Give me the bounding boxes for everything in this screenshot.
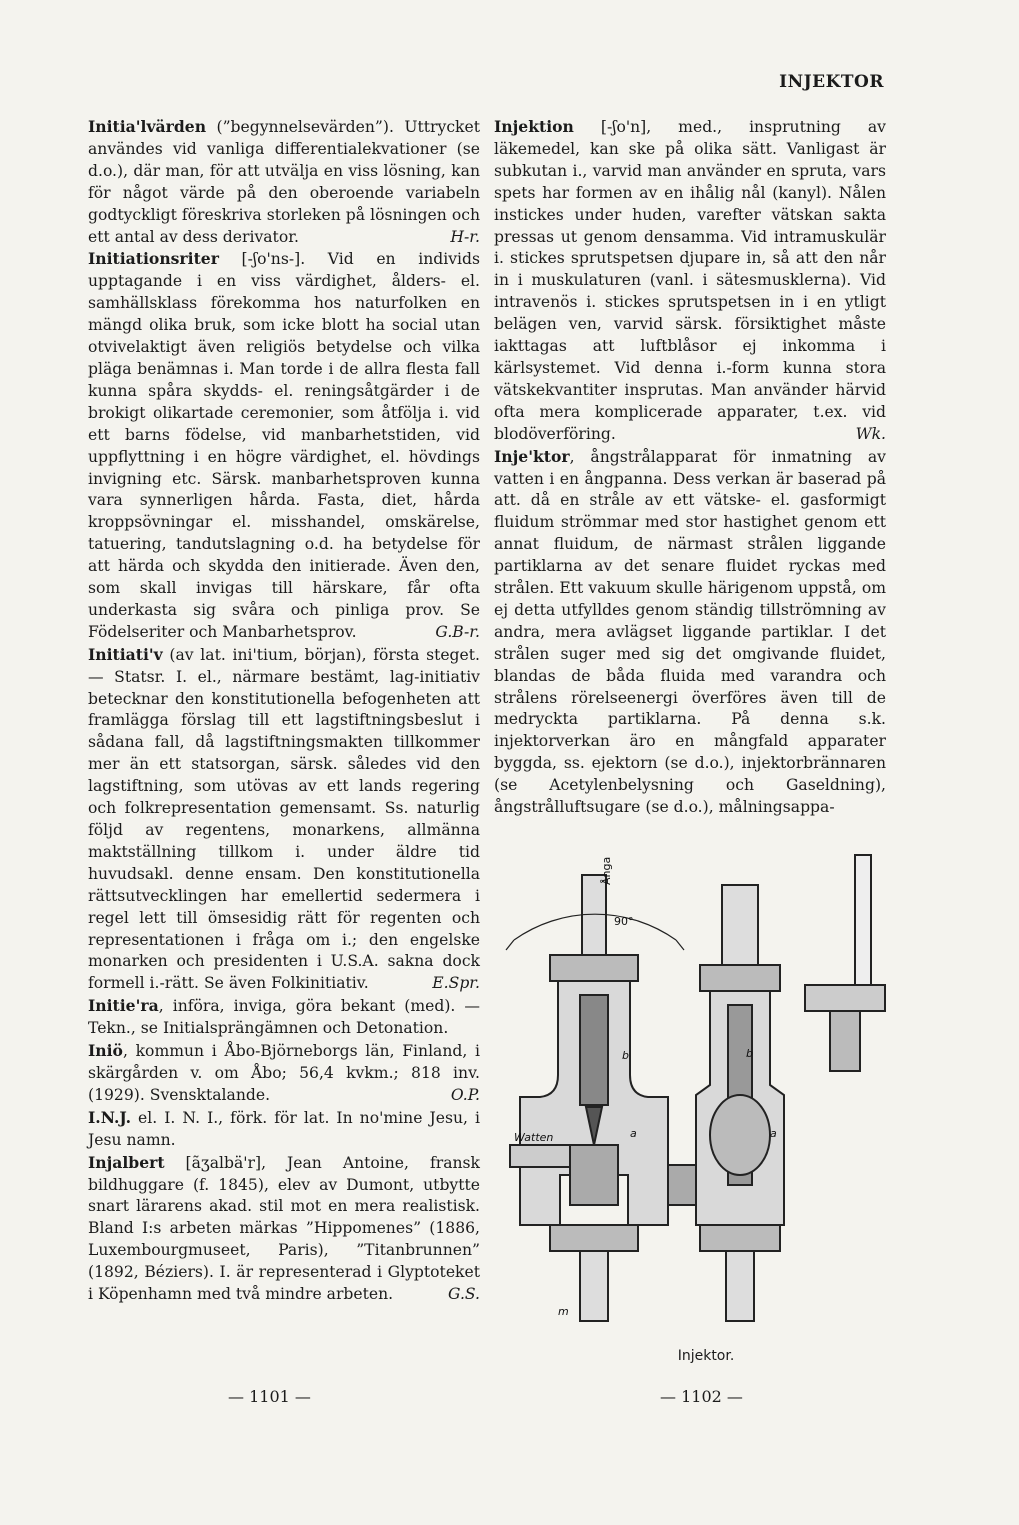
lower-flange-left xyxy=(550,1225,638,1251)
entry-headword: Inje'ktor xyxy=(494,446,570,466)
entry-headword: Initiati'v xyxy=(88,644,163,664)
label-angle: 90° xyxy=(614,915,634,928)
entry-headword: Initiationsriter xyxy=(88,249,219,269)
page-number-left: — 1101 — xyxy=(228,1387,311,1406)
author-signature: G.B-r. xyxy=(435,622,480,641)
entry-text: , ångstrålapparat för inmatning av vatten i en ångpanna. Dess verkan är baserad på att. då en stråle av ett vätske- el. gasformigt fluidum strömmar med stor hastighet genom ett annat fluidum, de närmast strålen liggande partiklarna av det senare fluidet ryckas med strålen. Ett vakuum skulle härigenom uppstå, om ej detta utfylldes genom ständig tillströmning av andra, mera avlägset liggande partiklar. I det strålen suger med sig det omgivande fluidet, blandas de båda fluida med varandra och strålens rörelseenergi överföres även till de medryckta partiklarna. På denna s.k. injektorverkan äro en mångfald apparater byggda, ss. ejektorn (se d.o.), injektorbrännaren (se Acetylenbelysning och Gaseldning), ångstrålluftsugare (se d.o.), målningsappa- xyxy=(494,447,886,817)
label-a-left: a xyxy=(630,1127,637,1140)
page-number-right: — 1102 — xyxy=(660,1387,743,1406)
entry-headword: I.N.J. xyxy=(88,1107,132,1127)
outlet-pipe-right xyxy=(726,1251,754,1321)
injector-diagram xyxy=(500,845,910,1335)
left-column xyxy=(88,116,480,1306)
upper-flange-right xyxy=(700,965,780,991)
entry-text: el. I. N. I., förk. för lat. In no'mine Jesu, i Jesu namn. xyxy=(88,1108,480,1149)
entry-headword: Initie'ra xyxy=(88,996,159,1016)
dictionary-entry xyxy=(494,116,886,446)
dictionary-entry xyxy=(88,644,480,996)
lower-flange-right xyxy=(700,1225,780,1251)
dictionary-entry xyxy=(88,1040,480,1107)
entry-text: [ãʒalbä'r], Jean Antoine, fransk bildhuggare (f. 1845), elev av Dumont, utbytte snart lärarens akad. stil mot en mera realistisk. Bland I:s arbeten märkas ”Hippomenes” (1886, Luxembourgmuseet, Paris), ”Titanbrunnen” (1892, Béziers). I. är representerad i Glyptoteket i Köpenhamn med två mindre arbeten. xyxy=(88,1153,480,1304)
upper-flange-left xyxy=(550,955,638,981)
steam-pipe-right xyxy=(722,885,758,965)
entry-text: (”begynnelsevärden”). Uttrycket användes vid vanliga differentialekvationer (se d.o.), där man, för att utvälja en viss lösning, kan för något värde på den oberoende variabeln godtyckligt föreskriva storleken på lösningen och ett antal av dess derivator. xyxy=(88,118,480,246)
label-b-left: b xyxy=(622,1049,629,1062)
dictionary-entry xyxy=(88,116,480,248)
entry-text: , kommun i Åbo-Björneborgs län, Finland, i skärgården v. om Åbo; 56,4 kvkm.; 818 inv. (1929). Svensktalande. xyxy=(88,1042,480,1104)
author-signature: E.Spr. xyxy=(432,974,480,993)
right-column xyxy=(494,116,886,819)
dictionary-entry xyxy=(88,995,480,1040)
label-b-right: b xyxy=(746,1047,753,1060)
water-inlet-pipe xyxy=(510,1145,570,1167)
label-a-right: a xyxy=(770,1127,777,1140)
entry-headword: Injektion xyxy=(494,117,574,136)
outlet-pipe-left xyxy=(580,1251,608,1321)
dictionary-entry xyxy=(88,248,480,643)
entry-text: [-ʃo'ns-]. Vid en individs upptagande i en viss värdighet, ålders- el. samhällsklass förekomma hos naturfolken en mängd olika bruk, som icke blott ha social utan otvivelaktigt även religiös betydelse och vilka pläga benämnas i. Man torde i de allra flesta fall kunna spåra skydds- el. reningsåtgärder i de brokigt olikartade ceremonier, som åtfölja i. vid ett barns födelse, vid manbarhetstiden, vid uppflyttning i en högre värdighet, el. hövdings invigning etc. Särsk. manbarhetsproven kunna vara synnerligen hårda. Fasta, diet, hårda kroppsövningar el. misshandel, omskärelse, tatuering, tandutslagning o.d. ha betydelse för att härda och skydda den initierade. Även den, som skall invigas till härskare, får ofta underkasta sig svåra och pinliga prov. Se Födelseriter och Manbarhetsprov. xyxy=(88,250,480,641)
dictionary-entry xyxy=(494,446,886,819)
label-anga: Ånga xyxy=(600,856,613,885)
author-signature: G.S. xyxy=(448,1285,480,1304)
entry-text: , införa, inviga, göra bekant (med). — Tekn., se Initialsprängämnen och Detonation. xyxy=(88,997,480,1038)
entry-headword: Iniö xyxy=(88,1041,123,1061)
dictionary-entry xyxy=(88,1152,480,1306)
author-signature: H-r. xyxy=(450,227,480,246)
dictionary-entry xyxy=(88,1107,480,1152)
running-header: INJEKTOR xyxy=(779,72,884,92)
author-signature: Wk. xyxy=(855,424,886,443)
author-signature: O.P. xyxy=(450,1085,480,1104)
handle-right xyxy=(855,855,871,985)
entry-headword: Injalbert xyxy=(88,1152,165,1172)
entry-headword: Initia'lvärden xyxy=(88,117,207,136)
figure-caption: Injektor. xyxy=(677,1348,735,1364)
entry-text: (av lat. ini'tium, början), första steget. — Statsr. I. el., närmare bestämt, lag-initiativ betecknar den konstitutionella befogenheten att framlägga förslag till ett lagstiftningsbeslut i sådana fall, då lagstiftningsmakten tillkommer mer än ett statsorgan, särsk. således vid den lagstiftning, som utövas av ett lands regering och folkrepresentation gemensamt. Ss. naturlig följd av regentens, monarkens, allmänna maktställning tillkom i. under äldre tid huvudsakl. denne ensam. Den konstitutionella rättsutvecklingen har emellertid sedermera i regel lett till ömsesidig rätt för regenten och representationen i fråga om i.; den engelske monarken och presidenten i U.S.A. sakna dock formell i.-rätt. Se även Folkinitiativ. xyxy=(88,645,480,993)
entry-text: [-ʃo'n], med., insprutning av läkemedel, kan ske på olika sätt. Vanligast är subkutan i., varvid man använder en spruta, vars spets har formen av en ihålig nål (kanyl). Nålen instickes under huden, varefter vätskan sakta pressas ut genom densamma. Vid intramuskulär i. stickes sprutspetsen djupare in, så att den når in i muskulaturen (vanl. i sätesmusklerna). Vid intravenös i. stickes sprutspetsen in i en ytligt belägen ven, varvid särsk. försiktighet måste iakttagas att luftblåsor ej inkomma i kärlsystemet. Vid denna i.-form kunna stora vätskekvantiter insprutas. Man använder härvid ofta mera komplicerade apparater, t.ex. vid blodöverföring. xyxy=(494,118,886,443)
label-watten: Watten xyxy=(514,1131,554,1144)
label-m: m xyxy=(558,1305,569,1318)
